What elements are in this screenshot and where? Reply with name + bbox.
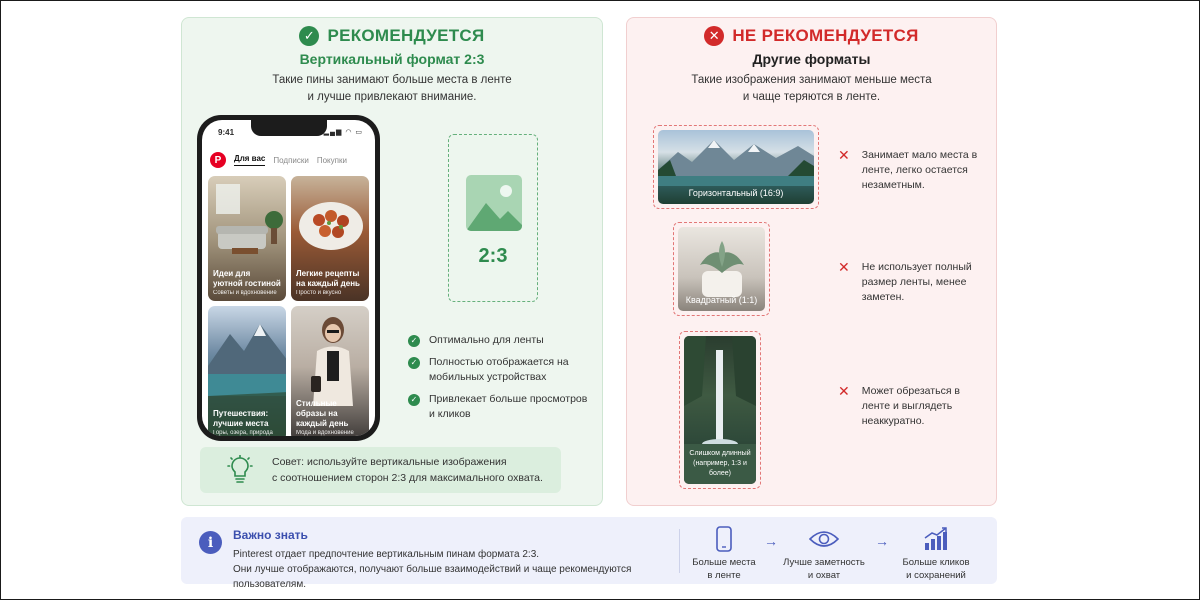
flow-visibility (781, 525, 867, 582)
not-recommended-subtitle: Другие форматы (752, 51, 871, 67)
pin-card-title: Легкие рецепты на каждый день (296, 269, 360, 288)
waterfall-image-icon (684, 336, 756, 484)
benefit-text: Полностью отображается на мобильных устройствах (429, 356, 569, 383)
pin-grid (208, 176, 369, 436)
status-time: 9:41 (218, 128, 235, 137)
check-icon: ✓ (408, 394, 420, 406)
tab-shopping[interactable]: Покупки (316, 155, 347, 165)
flow-label: в ленте (707, 570, 741, 581)
horizontal-format-example (653, 125, 819, 209)
pin-card-fashion[interactable] (291, 306, 369, 436)
format-caption-line: Слишком длинный (689, 450, 751, 457)
format-caption: Квадратный (1:1) (685, 295, 758, 305)
flow-label: Больше места (692, 557, 756, 568)
x-icon: ✕ (838, 147, 850, 163)
phone-notch (251, 120, 327, 136)
info-text-line: Pinterest отдает предпочтение вертикальным пинам формата 2:3. (233, 549, 540, 560)
image-placeholder-icon (466, 175, 522, 231)
pin-card-text (296, 399, 365, 436)
not-recommended-desc-line: Такие изображения занимают меньше места (691, 74, 932, 86)
info-text (233, 547, 673, 592)
recommended-subtitle: Вертикальный формат 2:3 (299, 51, 485, 67)
pin-card-text (296, 269, 365, 296)
pin-card-travel[interactable] (208, 306, 286, 436)
flow-more-space (684, 525, 764, 582)
pin-card-subtitle: Советы и вдохновение (213, 290, 277, 296)
tip-line: Совет: используйте вертикальные изображения (272, 456, 507, 468)
tip-box (200, 447, 561, 493)
status-icons: ▂▄▆ ◠ ▭ (323, 129, 363, 136)
square-format-example (673, 222, 770, 316)
not-recommended-description (627, 72, 996, 106)
succulent-image-icon (678, 227, 765, 311)
phone-mockup (197, 115, 380, 441)
x-icon: ✕ (838, 383, 850, 399)
landscape-image-icon (658, 130, 814, 204)
not-recommended-title: НЕ РЕКОМЕНДУЕТСЯ (732, 26, 919, 45)
tip-text (272, 454, 543, 486)
flow-more-clicks (893, 525, 979, 582)
bad-note-text: Не использует полный размер ленты, менее заметен. (861, 261, 972, 303)
format-caption: Горизонтальный (16:9) (688, 188, 784, 198)
format-caption-line: (например, 1:3 и более) (693, 460, 747, 477)
flow-label: и сохранений (906, 570, 966, 581)
bad-note-item (838, 148, 988, 193)
check-icon: ✓ (408, 357, 420, 369)
pin-card-title: Стильные образы на каждый день (296, 399, 349, 428)
recommended-title: РЕКОМЕНДУЕТСЯ (327, 26, 485, 45)
not-recommended-desc-line: и чаще теряются в ленте. (742, 91, 881, 103)
growth-chart-icon (893, 525, 979, 553)
recommended-desc-line: и лучше привлекают внимание. (307, 91, 477, 103)
tab-subscriptions[interactable]: Подписки (273, 155, 309, 165)
pin-card-recipes[interactable] (291, 176, 369, 301)
bad-note-item (838, 260, 988, 305)
x-icon: ✕ (838, 259, 850, 275)
phone-screen (202, 120, 375, 436)
benefit-text: Привлекает больше просмотров и кликов (429, 393, 588, 420)
bad-note-text: Занимает мало места в ленте, легко остается незаметным. (861, 149, 978, 191)
flow-label: Больше кликов (902, 557, 970, 568)
recommended-header (182, 26, 602, 46)
recommended-desc-line: Такие пины занимают больше места в ленте (272, 74, 512, 86)
tall-format-example (679, 331, 761, 489)
lightbulb-icon (220, 447, 260, 493)
pin-card-subtitle: Просто и вкусно (296, 290, 342, 296)
ratio-label: 2:3 (478, 245, 508, 267)
pin-card-text (213, 409, 282, 436)
benefit-item (408, 392, 588, 422)
info-footer (181, 517, 997, 590)
check-circle-icon: ✓ (299, 26, 319, 46)
pin-card-text (213, 269, 282, 296)
info-text-line: Они лучше отображаются, получают больше взаимодействий и чаще рекомендуются пользователям. (233, 564, 632, 590)
benefits-list (408, 333, 588, 429)
pin-card-title: Путешествия: лучшие места (213, 409, 269, 428)
info-title: Важно знать (233, 528, 308, 542)
recommended-description (182, 72, 602, 106)
pin-card-subtitle: Горы, озера, природа (213, 430, 273, 436)
eye-icon (781, 525, 867, 553)
x-circle-icon: ✕ (704, 26, 724, 46)
app-tabs (210, 152, 367, 168)
pin-card-title: Идеи для уютной гостиной (213, 269, 281, 288)
flow-label: Лучше заметность (783, 557, 865, 568)
pin-card-subtitle: Мода и вдохновение (296, 430, 354, 436)
info-icon: i (199, 531, 222, 554)
tip-line: с соотношением сторон 2:3 для максимального охвата. (272, 472, 543, 484)
benefit-item (408, 333, 588, 348)
tab-for-you[interactable]: Для вас (234, 154, 265, 166)
arrow-right-icon: → (764, 533, 778, 549)
benefit-text: Оптимально для ленты (429, 334, 544, 346)
bad-note-item (838, 384, 988, 429)
pinterest-logo-icon[interactable]: P (210, 152, 226, 168)
bad-note-text: Может обрезаться в ленте и выглядеть неаккуратно. (861, 385, 960, 427)
phone-icon (684, 525, 764, 553)
format-caption (684, 449, 756, 479)
check-icon: ✓ (408, 335, 420, 347)
arrow-right-icon: → (875, 533, 889, 549)
not-recommended-header (627, 26, 996, 46)
pin-card-living-room[interactable] (208, 176, 286, 301)
divider (679, 529, 680, 573)
ratio-2-3-placeholder (448, 134, 538, 302)
flow-label: и охват (807, 570, 841, 581)
benefit-item (408, 355, 588, 385)
